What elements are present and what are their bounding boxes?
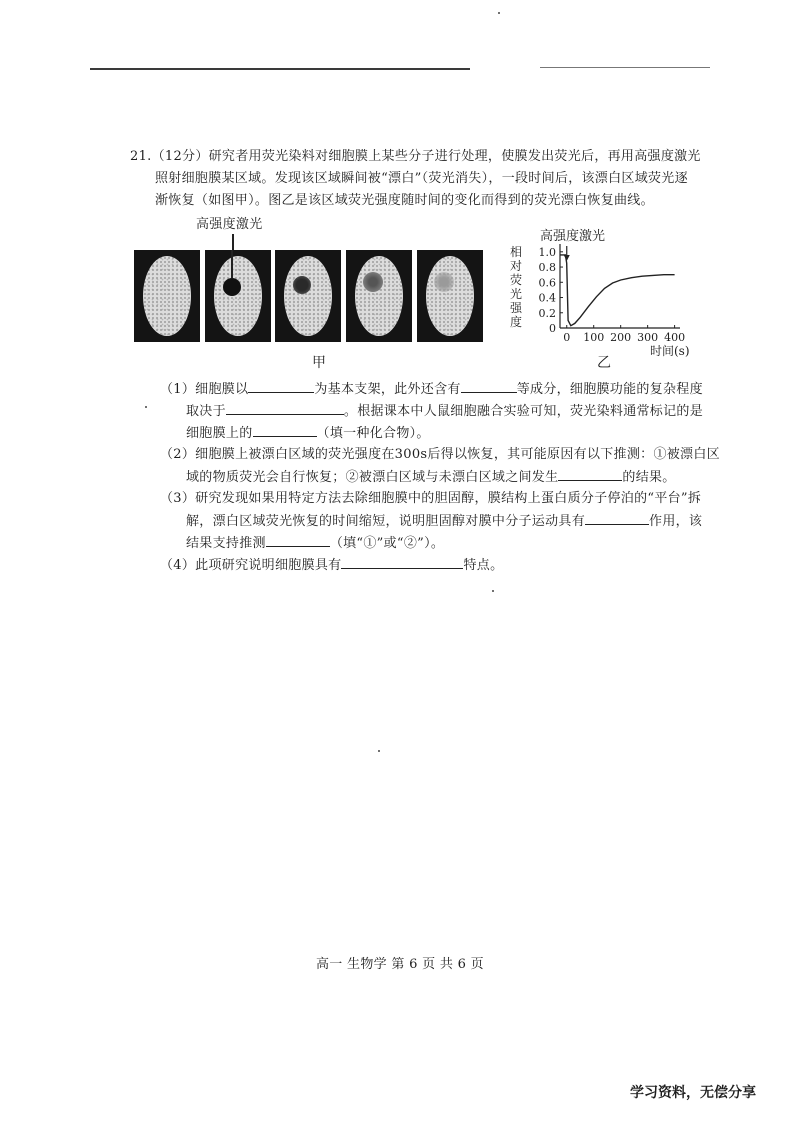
scan-speck xyxy=(498,12,500,14)
subquestion-3-line-3: 结果支持推测 （填“①”或“②”）。 xyxy=(186,532,444,555)
header-rule xyxy=(90,68,470,70)
figure-yi-caption: 乙 xyxy=(597,355,612,371)
y-label-char: 度 xyxy=(510,315,523,329)
recovery-curve-line xyxy=(560,255,675,326)
subquestion-1-line-3: 细胞膜上的 （填一种化合物）。 xyxy=(186,422,430,445)
y-label-char: 相 xyxy=(510,245,523,259)
scan-speck xyxy=(378,750,380,752)
y-label-char: 对 xyxy=(510,259,523,273)
cell-oval xyxy=(355,256,403,336)
y-label-char: 荧 xyxy=(510,273,523,287)
cell-panel-2 xyxy=(205,250,271,342)
cell-oval xyxy=(284,256,332,336)
y-tick-label: 0.6 xyxy=(538,276,556,290)
laser-label: 高强度激光 xyxy=(196,217,263,232)
scan-speck xyxy=(145,406,147,408)
subquestion-3-line-1: （3）研究发现如果用特定方法去除细胞膜中的胆固醇，膜结构上蛋白质分子停泊的“平台”拆 xyxy=(160,491,702,506)
subquestion-2-line-2: 域的物质荧光会自行恢复；②被漂白区域与未漂白区域之间发生 的结果。 xyxy=(186,466,676,489)
x-tick-label: 100 xyxy=(583,331,605,344)
cell-oval xyxy=(214,256,262,336)
x-tick-label: 200 xyxy=(610,331,632,344)
y-tick-label: 0 xyxy=(549,322,556,335)
y-tick-label: 0.2 xyxy=(538,306,556,320)
header-rule-right xyxy=(540,67,710,68)
question-intro xyxy=(130,146,701,168)
x-tick-label: 400 xyxy=(664,331,686,344)
x-tick-label: 0 xyxy=(563,331,571,344)
answer-blank[interactable] xyxy=(585,510,649,525)
question-score: （12分） xyxy=(151,149,209,164)
subquestion-2-line-1: （2）细胞膜上被漂白区域的荧光强度在300s后得以恢复，其可能原因有以下推测：①被漂白区 xyxy=(160,447,720,462)
recovering-spot xyxy=(293,276,311,294)
recovery-curve xyxy=(560,255,675,326)
answer-blank[interactable] xyxy=(226,400,344,415)
y-tick-label: 1.0 xyxy=(538,245,556,259)
answer-blank[interactable] xyxy=(253,422,317,437)
chart-axes xyxy=(560,244,680,328)
cell-panel-4 xyxy=(346,250,412,342)
answer-blank[interactable] xyxy=(248,378,314,393)
cell-oval xyxy=(426,256,474,336)
page-footer: 高一 生物学 第 6 页 共 6 页 xyxy=(316,957,484,972)
subquestion-3-line-2: 解，漂白区域荧光恢复的时间缩短，说明胆固醇对膜中分子运动具有 作用，该 xyxy=(186,510,702,533)
cell-oval xyxy=(143,256,191,336)
intro-line-1: 研究者用荧光染料对细胞膜上某些分子进行处理，使膜发出荧光后，再用高强度激光 xyxy=(208,149,701,164)
answer-blank[interactable] xyxy=(461,378,517,393)
answer-blank[interactable] xyxy=(341,554,463,569)
figure-jia-caption: 甲 xyxy=(312,355,327,371)
subquestion-1-line-2: 取决于 。根据课本中人鼠细胞融合实验可知，荧光染料通常标记的是 xyxy=(186,400,703,423)
chart-title: 高强度激光 xyxy=(540,229,606,244)
scan-speck xyxy=(492,590,494,592)
bleached-spot xyxy=(223,278,241,296)
y-axis-label xyxy=(510,244,523,329)
subquestion-4-line-1: （4）此项研究说明细胞膜具有 特点。 xyxy=(160,554,503,577)
subquestion-1-line-1: （1）细胞膜以 为基本支架，此外还含有 等成分，细胞膜功能的复杂程度 xyxy=(160,378,703,401)
answer-blank[interactable] xyxy=(558,466,622,481)
question-number: 21. xyxy=(130,149,152,164)
cell-panel-1 xyxy=(134,250,200,342)
intro-line-3: 渐恢复（如图甲）。图乙是该区域荧光强度随时间的变化而得到的荧光漂白恢复曲线。 xyxy=(155,193,654,208)
cell-panel-3 xyxy=(275,250,341,342)
answer-blank[interactable] xyxy=(266,532,330,547)
x-axis-label: 时间(s) xyxy=(650,344,690,358)
cell-panel-5 xyxy=(417,250,483,342)
x-tick-label: 300 xyxy=(637,331,659,344)
y-tick-label: 0.4 xyxy=(538,291,556,305)
recovering-spot xyxy=(363,272,383,292)
faded-spot xyxy=(434,272,454,292)
y-tick-label: 0.8 xyxy=(538,261,556,275)
intro-line-2: 照射细胞膜某区域。发现该区域瞬间被“漂白”（荧光消失），一段时间后，该漂白区域荧光逐 xyxy=(155,171,688,186)
y-label-char: 光 xyxy=(510,287,523,301)
y-label-char: 强 xyxy=(510,301,523,315)
share-note: 学习资料，无偿分享 xyxy=(630,1085,756,1101)
laser-arrow-stem xyxy=(231,250,233,278)
